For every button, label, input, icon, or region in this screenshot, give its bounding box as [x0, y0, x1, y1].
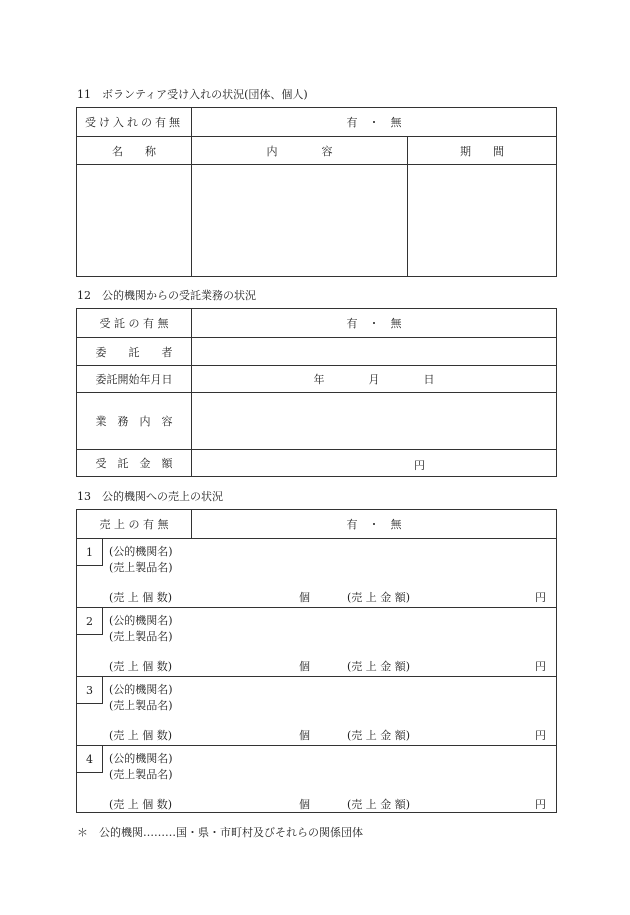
volunteer-presence-value[interactable]: 有 ・ 無 — [346, 116, 402, 129]
contract-start-label: 委託開始年月日 — [77, 366, 192, 392]
agency-label[interactable]: (公的機関名) — [109, 545, 173, 558]
amount-label: (売 上 金 額) — [347, 591, 411, 604]
amount-label: (売 上 金 額) — [347, 660, 411, 673]
sales-presence-value[interactable]: 有 ・ 無 — [346, 518, 402, 531]
contractor-value[interactable] — [192, 338, 556, 365]
quantity-unit: 個 — [299, 798, 310, 811]
volunteer-header-row — [77, 136, 556, 164]
entry-number: 1 — [77, 539, 103, 566]
product-label[interactable]: (売上製品名) — [109, 699, 173, 712]
quantity-label: (売 上 個 数) — [109, 591, 173, 604]
entry-number: 3 — [77, 677, 103, 704]
contract-presence-value[interactable]: 有 ・ 無 — [346, 317, 402, 330]
volunteer-presence-label: 受け入れの有無 — [77, 108, 192, 136]
sales-entry — [77, 745, 556, 813]
agency-label[interactable]: (公的機関名) — [109, 614, 173, 627]
col-name-header: 名 称 — [77, 137, 192, 164]
yen-unit: 円 — [414, 459, 425, 472]
contractor-label: 委 託 者 — [77, 338, 192, 365]
contract-row — [77, 449, 556, 476]
volunteer-presence-row — [77, 108, 556, 136]
amount-unit: 円 — [535, 591, 546, 604]
product-label[interactable]: (売上製品名) — [109, 561, 173, 574]
amount-unit: 円 — [535, 729, 546, 742]
amount-unit: 円 — [535, 798, 546, 811]
amount-label: (売 上 金 額) — [347, 798, 411, 811]
col-period-header: 期 間 — [460, 144, 504, 158]
quantity-unit: 個 — [299, 660, 310, 673]
volunteer-table — [76, 107, 557, 277]
work-content-value[interactable] — [192, 393, 556, 449]
amount-unit: 円 — [535, 660, 546, 673]
quantity-label: (売 上 個 数) — [109, 798, 173, 811]
contract-amount-value[interactable] — [192, 450, 556, 476]
contract-row — [77, 309, 556, 337]
product-label[interactable]: (売上製品名) — [109, 630, 173, 643]
volunteer-name-cell[interactable] — [77, 165, 192, 276]
agency-label[interactable]: (公的機関名) — [109, 683, 173, 696]
volunteer-content-cell[interactable] — [192, 165, 408, 276]
contract-amount-label: 受 託 金 額 — [77, 450, 192, 476]
footnote: ＊ 公的機関………国・県・市町村及びそれらの関係団体 — [77, 826, 363, 839]
quantity-unit: 個 — [299, 591, 310, 604]
work-content-label: 業 務 内 容 — [77, 393, 192, 449]
entry-number: 4 — [77, 746, 103, 773]
quantity-unit: 個 — [299, 729, 310, 742]
product-label[interactable]: (売上製品名) — [109, 768, 173, 781]
volunteer-entry-row — [77, 164, 556, 276]
entry-number: 2 — [77, 608, 103, 635]
quantity-label: (売 上 個 数) — [109, 660, 173, 673]
contract-row — [77, 365, 556, 392]
agency-label[interactable]: (公的機関名) — [109, 752, 173, 765]
quantity-label: (売 上 個 数) — [109, 729, 173, 742]
contract-start-value[interactable]: 年 月 日 — [313, 373, 435, 386]
section-12-title: 12 公的機関からの受託業務の状況 — [77, 289, 256, 302]
contract-row — [77, 337, 556, 365]
sales-presence-label: 売 上 の 有 無 — [77, 510, 192, 538]
sales-entry — [77, 676, 556, 745]
contract-row — [77, 392, 556, 449]
contract-table — [76, 308, 557, 477]
amount-label: (売 上 金 額) — [347, 729, 411, 742]
sales-presence-row — [77, 510, 556, 538]
sales-entry — [77, 607, 556, 676]
contract-presence-label: 受 託 の 有 無 — [77, 309, 192, 337]
sales-entry — [77, 538, 556, 607]
volunteer-period-cell[interactable] — [408, 165, 556, 276]
sales-table — [76, 509, 557, 813]
section-13-title: 13 公的機関への売上の状況 — [77, 490, 223, 503]
col-content-header: 内 容 — [192, 137, 408, 164]
section-11-title: 11 ボランティア受け入れの状況(団体、個人) — [77, 88, 308, 101]
